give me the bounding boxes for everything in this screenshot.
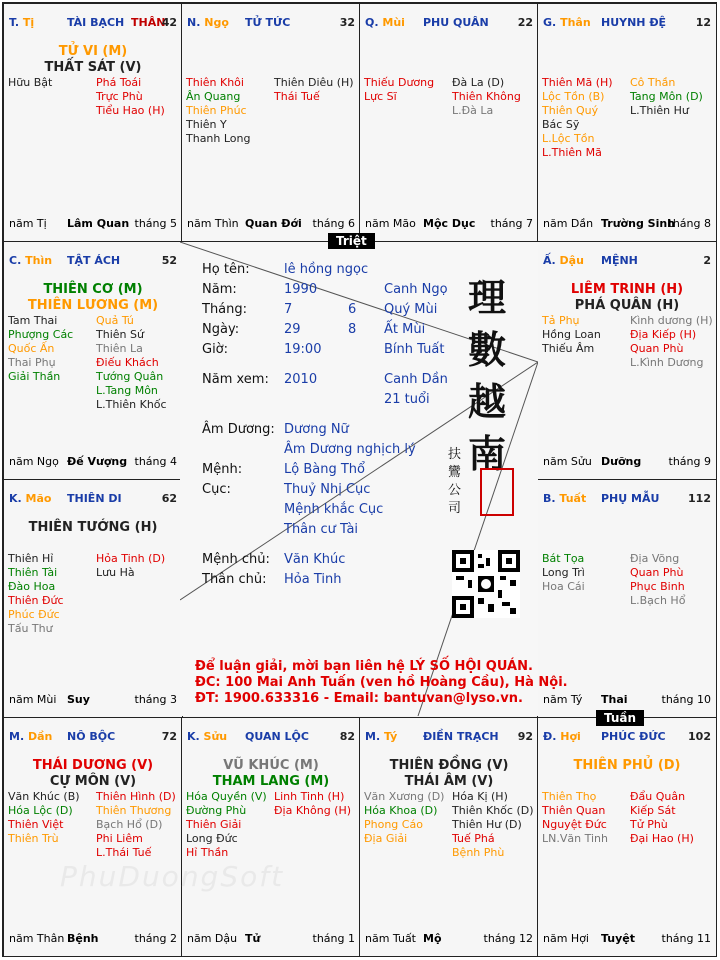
minor-star: L.Thiên Khốc <box>96 398 167 411</box>
main-star: THÁI DƯƠNG (V) <box>32 758 154 773</box>
minor-stars-right <box>630 314 713 370</box>
minor-star: Thiên La <box>96 342 143 355</box>
value-cuc: Thuỷ Nhị Cục <box>284 482 371 497</box>
calli-4: 南 <box>468 431 507 476</box>
footer-stage: Tuyệt <box>601 932 636 945</box>
minor-star: Thiên Thương <box>96 804 172 817</box>
footer-month: tháng 5 <box>134 217 177 230</box>
palace-footer <box>187 217 355 231</box>
minor-star: Bệnh Phù <box>452 846 505 859</box>
minor-star: Hỉ Thần <box>186 846 229 859</box>
minor-star: Hóa Kị (H) <box>452 790 508 803</box>
palace-than <box>537 3 717 242</box>
main-star: THAM LANG (M) <box>212 774 330 789</box>
minor-stars-left <box>186 790 267 860</box>
palace-hoi <box>537 717 717 957</box>
palace-header <box>187 730 355 744</box>
minor-star: Thiên Hư (D) <box>452 818 522 831</box>
value-menh-chu: Văn Khúc <box>284 552 346 567</box>
footer-month: tháng 1 <box>312 932 355 945</box>
minor-star: Phong Cáo <box>364 818 423 831</box>
minor-star: Thiên Mã (H) <box>542 76 613 89</box>
minor-star: Lộc Tồn (B) <box>542 90 605 103</box>
footer-month: tháng 12 <box>483 932 533 945</box>
minor-star: Bạch Hổ (D) <box>96 818 163 831</box>
footer-stage: Mộc Dục <box>423 217 476 230</box>
footer-month: tháng 8 <box>668 217 711 230</box>
footer-stage: Mộ <box>423 932 442 945</box>
value-nam: 1990 <box>284 282 318 297</box>
minor-star: L.Thái Tuế <box>96 846 152 859</box>
minor-star: Hoa Cái <box>542 580 585 593</box>
minor-star: L.Tang Môn <box>96 384 158 397</box>
palace-name: PHU QUÂN <box>423 16 489 29</box>
main-star: THIÊN CƠ (M) <box>43 282 143 297</box>
minor-star: Đẩu Quân <box>630 790 686 803</box>
label-am-duong: Âm Dương: <box>202 422 275 437</box>
footer-year: năm Mùi <box>9 693 57 706</box>
value-am-duong: Dương Nữ <box>284 422 349 437</box>
palace-number: 112 <box>688 492 711 505</box>
palace-branch: Ấ. Dậu <box>543 254 584 267</box>
palace-footer <box>543 455 711 469</box>
minor-star: Tả Phụ <box>542 314 580 327</box>
minor-stars-left <box>8 552 64 636</box>
palace-name: TẬT ÁCH <box>67 254 121 267</box>
minor-star: Thiên Đức <box>8 594 64 607</box>
minor-star: Phúc Đức <box>8 608 60 621</box>
palace-branch: T. Tị <box>9 16 35 29</box>
palace-footer <box>9 455 177 469</box>
main-stars <box>538 758 716 774</box>
main-stars <box>4 44 182 76</box>
footer-year: năm Thân <box>9 932 65 945</box>
watermark: PhuDuongSoft <box>60 860 285 893</box>
value-gio: 19:00 <box>284 342 322 357</box>
minor-star: Tử Phù <box>630 818 668 831</box>
value-tuoi: 21 tuổi <box>384 392 430 407</box>
minor-star: Giải Thần <box>8 370 61 383</box>
minor-star: L.Thiên Mã <box>542 146 602 159</box>
minor-star: L.Thiên Hư <box>630 104 689 117</box>
footer-month: tháng 7 <box>490 217 533 230</box>
footer-year: năm Tị <box>9 217 47 230</box>
calli-2: 數 <box>468 327 507 372</box>
minor-star: Lực Sĩ <box>364 90 397 103</box>
footer-month: tháng 3 <box>134 693 177 706</box>
contact-line-1: Để luận giải, mời bạn liên hệ LÝ SỐ HỘI QUÁN. <box>195 659 533 674</box>
footer-year: năm Tý <box>543 693 583 706</box>
contact-line-2: ĐC: 100 Mai Anh Tuấn (ven hồ Hoàng Cầu), Hà Nội. <box>195 675 568 690</box>
minor-star: Thiên Quý <box>542 104 599 117</box>
palace-number: 12 <box>695 16 711 29</box>
tuan-tag: Tuần <box>596 710 644 726</box>
palace-number: 32 <box>339 16 355 29</box>
minor-star: L.Lộc Tồn <box>542 132 595 145</box>
palace-extra: THÂN <box>131 16 166 29</box>
minor-stars-right <box>452 790 534 860</box>
value-thang-can: Quý Mùi <box>384 302 438 317</box>
main-star: THÁI ÂM (V) <box>404 774 494 789</box>
footer-stage: Thai <box>601 693 628 706</box>
minor-stars-left <box>542 552 585 594</box>
palace-name: HUYNH ĐỆ <box>601 16 667 29</box>
palace-number: 22 <box>517 16 533 29</box>
palace-mao <box>3 479 183 718</box>
minor-star: Kiếp Sát <box>630 804 676 817</box>
minor-star: Tướng Quân <box>96 370 164 383</box>
minor-star: Long Đức <box>186 832 238 845</box>
footer-stage: Dưỡng <box>601 455 642 468</box>
minor-stars-right <box>452 76 521 118</box>
minor-star: Thanh Long <box>186 132 251 145</box>
value-ngay: 29 <box>284 322 301 337</box>
small-calligraphy <box>448 446 461 518</box>
minor-stars-left <box>8 314 73 384</box>
palace-header <box>543 16 711 30</box>
palace-branch: C. Thìn <box>9 254 53 267</box>
center-info-panel <box>180 242 538 716</box>
minor-star: Tiểu Hao (H) <box>96 104 165 117</box>
main-stars <box>360 758 538 790</box>
minor-star: Thiên Hỉ <box>8 552 54 565</box>
minor-star: Bác Sỹ <box>542 118 580 131</box>
triet-tag: Triệt <box>328 233 375 249</box>
minor-star: Phục Binh <box>630 580 685 593</box>
footer-year: năm Hợi <box>543 932 589 945</box>
value-thang: 7 <box>284 302 293 317</box>
minor-star: Tam Thai <box>8 314 58 327</box>
palace-name: THIÊN DI <box>67 492 122 505</box>
main-stars <box>538 282 716 314</box>
value-cuc-3: Thân cư Tài <box>284 522 359 537</box>
minor-stars-right <box>96 76 165 118</box>
qr-code-icon <box>452 550 520 618</box>
label-nam-xem: Năm xem: <box>202 372 269 387</box>
minor-stars-left <box>364 790 444 846</box>
minor-star: Hỏa Tinh (D) <box>96 552 166 565</box>
minor-star: Quả Tú <box>96 314 134 327</box>
palace-header <box>9 492 177 506</box>
palace-name: PHÚC ĐỨC <box>601 730 666 743</box>
palace-dau <box>537 241 717 480</box>
minor-star: Đại Hao (H) <box>630 832 694 845</box>
palace-name: NÔ BỘC <box>67 730 116 743</box>
main-stars <box>4 282 182 314</box>
calli-1: 理 <box>468 275 507 320</box>
palace-header <box>9 730 177 744</box>
palace-number: 42 <box>161 16 177 29</box>
minor-stars-right <box>630 790 694 846</box>
minor-star: Thiếu Âm <box>542 342 595 355</box>
palace-name: QUAN LỘC <box>245 730 309 743</box>
main-star: LIÊM TRINH (H) <box>570 282 684 297</box>
minor-star: Văn Xương (D) <box>364 790 445 803</box>
footer-month: tháng 6 <box>312 217 355 230</box>
value-nam-can: Canh Ngọ <box>384 282 448 297</box>
minor-star: Nguyệt Đức <box>542 818 607 831</box>
label-gio: Giờ: <box>202 342 229 357</box>
main-star: TỬ VI (M) <box>58 44 128 59</box>
value-menh: Lộ Bàng Thổ <box>284 462 365 477</box>
minor-star: Địa Võng <box>630 552 680 565</box>
main-star: THIÊN TƯỚNG (H) <box>28 520 158 535</box>
minor-stars-right <box>274 76 354 104</box>
minor-stars-left <box>542 790 608 846</box>
value-ngay-can: Ất Mùi <box>384 322 426 337</box>
minor-star: Thiên Khốc (D) <box>452 804 534 817</box>
minor-star: Thiên Quan <box>542 804 606 817</box>
palace-branch: Q. Mùi <box>365 16 405 29</box>
label-cuc: Cục: <box>202 482 231 497</box>
palace-ty <box>359 717 539 957</box>
main-star: PHÁ QUÂN (H) <box>574 298 680 313</box>
minor-star: Địa Giải <box>364 832 408 845</box>
minor-star: Thiên Hình (D) <box>96 790 176 803</box>
palace-header <box>365 730 533 744</box>
minor-star: Thiên Khôi <box>186 76 244 89</box>
value-ho-ten: lê hồng ngọc <box>284 262 369 277</box>
palace-name: MỆNH <box>601 254 638 267</box>
minor-stars-right <box>96 790 176 860</box>
minor-star: Quan Phù <box>630 342 684 355</box>
contact-line-3: ĐT: 1900.633316 - Email: bantuvan@lyso.vn. <box>195 691 523 706</box>
minor-star: Thiên Phúc <box>186 104 247 117</box>
main-star: VŨ KHÚC (M) <box>223 758 319 773</box>
minor-stars-right <box>274 790 351 818</box>
main-star: CỰ MÔN (V) <box>49 774 137 789</box>
minor-star: Long Trì <box>542 566 585 579</box>
main-stars <box>4 758 182 790</box>
minor-stars-left <box>364 76 434 104</box>
minor-star: Thiên Sứ <box>96 328 144 341</box>
footer-stage: Quan Đới <box>245 217 302 230</box>
label-menh-chu: Mệnh chủ: <box>202 552 270 567</box>
red-seal-icon <box>480 468 514 516</box>
minor-star: L.Kình Dương <box>630 356 704 369</box>
minor-star: Hóa Khoa (D) <box>364 804 438 817</box>
minor-star: Hóa Lộc (D) <box>8 804 73 817</box>
palace-footer <box>543 217 711 231</box>
label-thang: Tháng: <box>202 302 248 317</box>
label-nam: Năm: <box>202 282 237 297</box>
minor-star: Đào Hoa <box>8 580 56 593</box>
palace-footer <box>9 932 177 946</box>
minor-star: Thiên Giải <box>186 818 242 831</box>
value-ngay-am: 8 <box>348 322 357 337</box>
palace-branch: K. Mão <box>9 492 52 505</box>
value-gio-can: Bính Tuất <box>384 342 445 357</box>
palace-name: ĐIỀN TRẠCH <box>423 730 499 743</box>
calli-3: 越 <box>468 379 507 424</box>
minor-star: L.Đà La <box>452 104 494 117</box>
minor-star: Điếu Khách <box>96 356 159 369</box>
main-star: THIÊN ĐỒNG (V) <box>389 758 509 773</box>
minor-star: Thai Phụ <box>8 356 56 369</box>
minor-stars-right <box>630 552 685 608</box>
minor-star: Phá Toái <box>96 76 142 89</box>
minor-star: Cô Thần <box>630 76 676 89</box>
minor-star: Thiên Diêu (H) <box>274 76 354 89</box>
palace-footer <box>187 932 355 946</box>
palace-header <box>365 16 533 30</box>
minor-stars-left <box>542 76 613 160</box>
footer-year: năm Mão <box>365 217 416 230</box>
palace-dan <box>3 717 183 957</box>
minor-star: Trực Phù <box>96 90 143 103</box>
footer-year: năm Ngọ <box>9 455 59 468</box>
minor-stars-left <box>186 76 251 146</box>
palace-footer <box>543 932 711 946</box>
minor-star: Phượng Các <box>8 328 74 341</box>
footer-stage: Bệnh <box>67 932 99 945</box>
minor-stars-right <box>96 314 167 412</box>
minor-star: Ân Quang <box>186 90 241 103</box>
palace-branch: K. Sửu <box>187 730 228 743</box>
small-calli-4: 司 <box>448 501 462 516</box>
minor-star: Hóa Quyền (V) <box>186 790 267 803</box>
small-calli-2: 鸞 <box>448 465 462 480</box>
palace-header <box>543 730 711 744</box>
minor-star: Thái Tuế <box>274 90 320 103</box>
main-stars <box>4 520 182 536</box>
footer-stage: Tử <box>245 932 261 945</box>
value-am-duong-2: Âm Dương nghịch lý <box>284 442 416 457</box>
palace-branch: G. Thân <box>543 16 591 29</box>
minor-star: Bát Tọa <box>542 552 585 565</box>
minor-star: Thiếu Dương <box>364 76 435 89</box>
palace-thin <box>3 241 183 480</box>
minor-star: Thiên Trù <box>8 832 59 845</box>
palace-footer <box>365 932 533 946</box>
minor-stars-left <box>542 314 601 356</box>
footer-stage: Trường Sinh <box>601 217 675 230</box>
minor-star: Văn Khúc (B) <box>8 790 80 803</box>
minor-star: Phi Liêm <box>96 832 143 845</box>
palace-number: 52 <box>161 254 177 267</box>
minor-star: Quan Phù <box>630 566 684 579</box>
minor-star: Tang Môn (D) <box>630 90 703 103</box>
palace-header <box>187 16 355 30</box>
minor-star: Đường Phù <box>186 804 247 817</box>
palace-ngo <box>181 3 361 242</box>
footer-month: tháng 10 <box>661 693 711 706</box>
label-than-chu: Thân chủ: <box>202 572 267 587</box>
small-calli-3: 公 <box>448 483 462 498</box>
palace-header <box>9 254 177 268</box>
minor-star: Hồng Loan <box>542 328 601 341</box>
minor-star: Địa Kiếp (H) <box>630 328 697 341</box>
footer-month: tháng 2 <box>134 932 177 945</box>
palace-branch: M. Dần <box>9 730 53 743</box>
footer-year: năm Sửu <box>543 455 592 468</box>
value-cuc-2: Mệnh khắc Cục <box>284 502 384 517</box>
palace-branch: N. Ngọ <box>187 16 229 29</box>
palace-number: 72 <box>161 730 177 743</box>
palace-header <box>543 492 711 506</box>
footer-year: năm Dần <box>543 217 594 230</box>
minor-star: Thiên Thọ <box>542 790 597 803</box>
label-ho-ten: Họ tên: <box>202 262 250 277</box>
palace-name: PHỤ MẪU <box>601 492 660 505</box>
footer-stage: Suy <box>67 693 90 706</box>
palace-branch: M. Tý <box>365 730 398 743</box>
minor-stars-left <box>8 790 80 846</box>
small-calli-1: 扶 <box>448 447 462 462</box>
palace-footer <box>9 693 177 707</box>
palace-name: TÀI BẠCH <box>67 16 125 29</box>
value-than-chu: Hỏa Tinh <box>284 572 342 587</box>
main-star: THIÊN PHỦ (D) <box>573 758 681 773</box>
footer-year: năm Tuất <box>365 932 416 945</box>
palace-mui <box>359 3 539 242</box>
footer-year: năm Thìn <box>187 217 239 230</box>
minor-star: Thiên Y <box>186 118 227 131</box>
palace-header <box>9 16 177 30</box>
minor-star: Tấu Thư <box>8 622 53 635</box>
palace-branch: B. Tuất <box>543 492 587 505</box>
footer-year: năm Dậu <box>187 932 238 945</box>
palace-name: TỬ TỨC <box>245 16 291 29</box>
palace-branch: Đ. Hợi <box>543 730 581 743</box>
footer-month: tháng 9 <box>668 455 711 468</box>
palace-number: 102 <box>688 730 711 743</box>
palace-number: 2 <box>703 254 711 267</box>
palace-number: 62 <box>161 492 177 505</box>
palace-footer <box>365 217 533 231</box>
minor-star: Tuế Phá <box>452 832 495 845</box>
main-stars <box>182 758 360 790</box>
minor-stars-left <box>8 76 52 90</box>
minor-star: Thiên Không <box>452 90 521 103</box>
palace-header <box>543 254 711 268</box>
minor-star: Quốc Ấn <box>8 342 55 355</box>
calligraphy-logo <box>468 272 506 480</box>
palace-ti <box>3 3 183 242</box>
footer-month: tháng 4 <box>134 455 177 468</box>
palace-footer <box>9 217 177 231</box>
minor-star: Địa Không (H) <box>274 804 352 817</box>
minor-star: Hữu Bật <box>8 76 53 89</box>
main-star: THIÊN LƯƠNG (M) <box>27 298 159 313</box>
value-thang-am: 6 <box>348 302 357 317</box>
minor-stars-right <box>630 76 703 118</box>
minor-stars-right <box>96 552 165 580</box>
minor-star: Thiên Tài <box>8 566 58 579</box>
palace-footer <box>543 693 711 707</box>
footer-stage: Lâm Quan <box>67 217 130 230</box>
minor-star: L.Bạch Hổ <box>630 594 686 607</box>
minor-star: Linh Tinh (H) <box>274 790 345 803</box>
value-nam-xem: 2010 <box>284 372 318 387</box>
minor-star: Lưu Hà <box>96 566 135 579</box>
minor-star: Đà La (D) <box>452 76 505 89</box>
minor-star: LN.Văn Tinh <box>542 832 608 845</box>
minor-star: Thiên Việt <box>8 818 64 831</box>
footer-month: tháng 11 <box>661 932 711 945</box>
label-menh: Mệnh: <box>202 462 243 477</box>
label-ngay: Ngày: <box>202 322 240 337</box>
palace-number: 82 <box>339 730 355 743</box>
palace-number: 92 <box>517 730 533 743</box>
main-star: THẤT SÁT (V) <box>44 60 142 75</box>
minor-star: Kình dương (H) <box>630 314 713 327</box>
value-nam-xem-can: Canh Dần <box>384 372 448 387</box>
footer-stage: Đế Vượng <box>67 455 128 468</box>
palace-suu <box>181 717 361 957</box>
